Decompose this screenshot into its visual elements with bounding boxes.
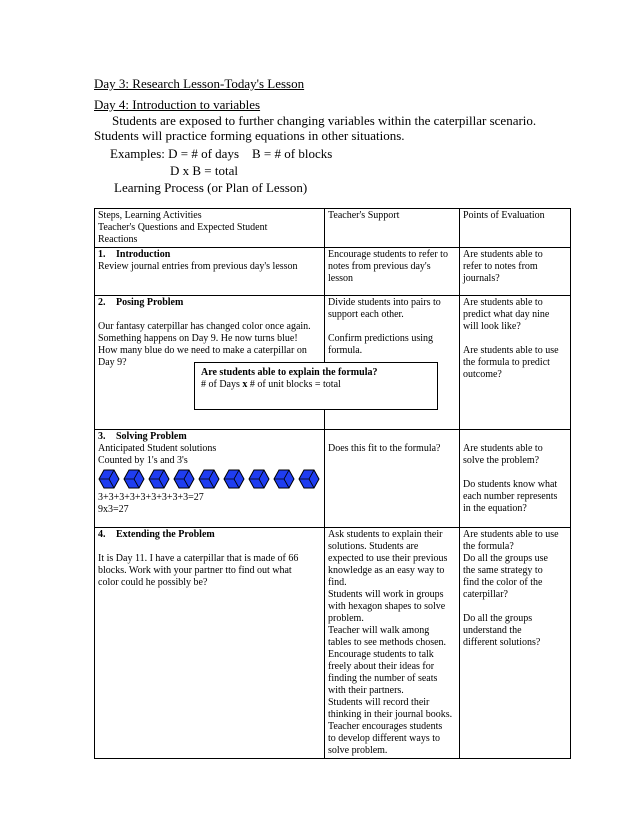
- text-line: Are students able to use: [463, 529, 559, 540]
- text-line: predict what day nine: [463, 309, 550, 320]
- text-line: Does this fit to the formula?: [328, 443, 441, 454]
- text-line: formula.: [328, 345, 363, 356]
- hexagon-block-icon: [98, 469, 120, 489]
- text-line: Ask students to explain their: [328, 529, 443, 540]
- text-line: Do all the groups: [463, 613, 533, 624]
- hexagon-block-icon: [173, 469, 195, 489]
- text-line: Are students able to: [463, 443, 543, 454]
- text-line: the formula?: [463, 541, 514, 552]
- text-line: problem.: [328, 613, 364, 624]
- text-line: Students will work in groups: [328, 589, 444, 600]
- text-line: Anticipated Student solutions: [98, 443, 217, 454]
- text-line: Encourage students to refer to: [328, 249, 448, 260]
- text-line: 9x3=27: [98, 504, 129, 515]
- explain-formula-box: [194, 362, 438, 410]
- extending-problem-title: 4. Extending the Problem: [98, 529, 215, 540]
- header-cell-evaluation: Points of Evaluation: [460, 209, 571, 248]
- text-line: Are students able to use: [463, 345, 559, 356]
- text-line: different solutions?: [463, 637, 541, 648]
- text-line: thinking in their journal books.: [328, 709, 453, 720]
- cell-posing-evaluation: [460, 296, 571, 430]
- text-line: How many blue do we need to make a caterpillar on: [98, 345, 307, 356]
- examples-line: Examples: D = # of days B = # of blocks: [110, 146, 333, 161]
- text-line: It is Day 11. I have a caterpillar that is made of 66: [98, 553, 299, 564]
- lesson-plan-table: [94, 208, 571, 759]
- table-row-introduction: [95, 248, 571, 296]
- formula-line: D x B = total: [170, 163, 238, 178]
- cell-solving-support: [325, 430, 460, 528]
- text-line: Confirm predictions using: [328, 333, 433, 344]
- text-line: 3+3+3+3+3+3+3+3+3=27: [98, 492, 204, 503]
- text-line: to develop different ways to: [328, 733, 441, 744]
- hexagon-block-icon: [198, 469, 220, 489]
- text-line: with hexagon shapes to solve: [328, 601, 446, 612]
- text-line: each number represents: [463, 491, 558, 502]
- text-line: solutions. Students are: [328, 541, 419, 552]
- hexagon-block-icon: [298, 469, 320, 489]
- text-line: Do students know what: [463, 479, 558, 490]
- text-line: Do all the groups use: [463, 553, 548, 564]
- text-line: tables to see methods chosen.: [328, 637, 447, 648]
- description-line-1: Students are exposed to further changing variables within the caterpillar scenario.: [112, 113, 537, 128]
- text-line: finding the number of seats: [328, 673, 438, 684]
- text-line: the same strategy to: [463, 565, 543, 576]
- learning-process-line: Learning Process (or Plan of Lesson): [114, 180, 308, 195]
- cell-introduction-steps: [95, 248, 325, 296]
- text-line: solve problem.: [328, 745, 388, 756]
- cell-extending-evaluation: [460, 528, 571, 759]
- hexagon-blocks: [98, 469, 321, 489]
- day3-heading: Day 3: Research Lesson-Today's Lesson: [94, 76, 305, 91]
- text-line: Students will record their: [328, 697, 430, 708]
- hexagon-block-icon: [123, 469, 145, 489]
- table-header-row: [95, 209, 571, 248]
- text-line: find the color of the: [463, 577, 543, 588]
- cell-extending-steps: [95, 528, 325, 759]
- text-line: will look like?: [463, 321, 521, 332]
- text-line: Teacher encourages students: [328, 721, 443, 732]
- hexagon-block-icon: [148, 469, 170, 489]
- cell-introduction-evaluation: [460, 248, 571, 296]
- text-line: Reactions: [98, 234, 138, 245]
- text-line: Divide students into pairs to: [328, 297, 441, 308]
- hexagon-block-icon: [248, 469, 270, 489]
- text-line: understand the: [463, 625, 522, 636]
- description-line-2: Students will practice forming equations in other situations.: [94, 128, 405, 143]
- table-row-solving-problem: [95, 430, 571, 528]
- text-line: color could he possibly be?: [98, 577, 208, 588]
- header-cell-support: Teacher's Support: [325, 209, 460, 248]
- hexagon-block-icon: [223, 469, 245, 489]
- text-line: lesson: [328, 273, 353, 284]
- posing-problem-title: 2. Posing Problem: [98, 297, 184, 308]
- text-line: Teacher will walk among: [328, 625, 430, 636]
- text-line: Teacher's Questions and Expected Student: [98, 222, 268, 233]
- text-line: Something happens on Day 9. He now turns blue!: [98, 333, 298, 344]
- text-line: Day 9?: [98, 357, 127, 368]
- day4-heading: Day 4: Introduction to variables: [94, 97, 261, 112]
- text-line: in the equation?: [463, 503, 527, 514]
- text-line: find.: [328, 577, 347, 588]
- text-line: refer to notes from: [463, 261, 538, 272]
- text-line: freely about their ideas for: [328, 661, 435, 672]
- text-line: journals?: [463, 273, 500, 284]
- introduction-title: 1. Introduction: [98, 249, 171, 260]
- cell-introduction-support: [325, 248, 460, 296]
- cell-extending-support: [325, 528, 460, 759]
- text-line: with their partners.: [328, 685, 404, 696]
- text-line: outcome?: [463, 369, 502, 380]
- explain-formula-title: Are students able to explain the formula?: [201, 367, 378, 378]
- text-line: knowledge as an easy way to: [328, 565, 445, 576]
- text-line: solve the problem?: [463, 455, 540, 466]
- text-line: Are students able to: [463, 249, 543, 260]
- text-line: support each other.: [328, 309, 404, 320]
- introduction-text: [98, 261, 321, 273]
- text-line: Encourage students to talk: [328, 649, 434, 660]
- text-line: expected to use their previous: [328, 553, 448, 564]
- explain-formula-text: # of Days x # of unit blocks = total: [201, 379, 341, 390]
- text-line: Steps, Learning Activities: [98, 210, 202, 221]
- text-line: notes from previous day's: [328, 261, 431, 272]
- hexagon-block-icon: [273, 469, 295, 489]
- extending-problem-text: [98, 553, 321, 589]
- header-cell-steps: [95, 209, 325, 248]
- text-line: Counted by 1's and 3's: [98, 455, 188, 466]
- solution-equations: [98, 492, 321, 516]
- cell-solving-evaluation: [460, 430, 571, 528]
- solving-problem-title: 3. Solving Problem: [98, 431, 187, 442]
- text-line: the formula to predict: [463, 357, 550, 368]
- text-line: blocks. Work with your partner tto find out what: [98, 565, 292, 576]
- text-line: Are students able to: [463, 297, 543, 308]
- text-line: Our fantasy caterpillar has changed color once again.: [98, 321, 311, 332]
- cell-solving-steps: [95, 430, 325, 528]
- text-line: caterpillar?: [463, 589, 508, 600]
- table-row-extending-problem: [95, 528, 571, 759]
- text-line: Review journal entries from previous day's lesson: [98, 261, 298, 272]
